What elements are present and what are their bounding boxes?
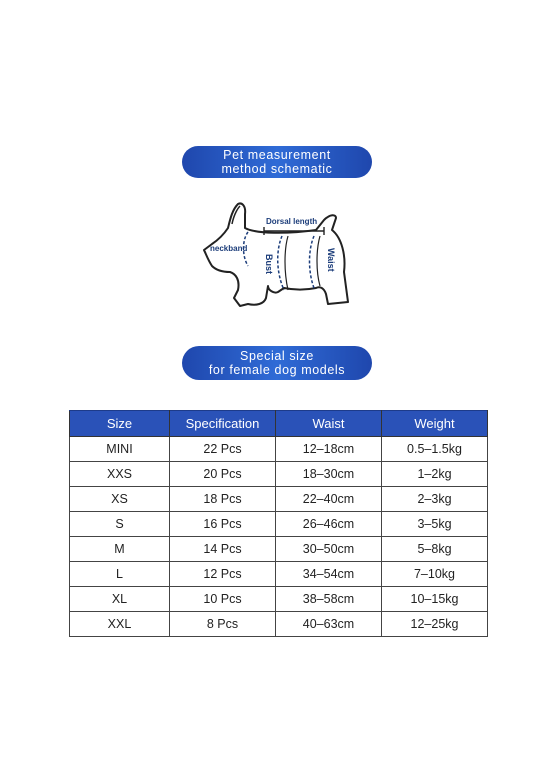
table-row: [70, 512, 488, 537]
header-waist: Waist: [276, 411, 382, 437]
weight-cell: 3–5kg: [382, 512, 488, 537]
neckband-label: neckband: [210, 244, 248, 253]
spec-cell: 16 Pcs: [170, 512, 276, 537]
spec-cell: 8 Pcs: [170, 612, 276, 637]
waist-cell: 26–46cm: [276, 512, 382, 537]
size-cell: MINI: [70, 437, 170, 462]
table-row: [70, 487, 488, 512]
table-row: [70, 612, 488, 637]
weight-cell: 7–10kg: [382, 562, 488, 587]
weight-cell: 10–15kg: [382, 587, 488, 612]
spec-cell: 20 Pcs: [170, 462, 276, 487]
waist-label: Waist: [326, 248, 336, 272]
size-cell: XL: [70, 587, 170, 612]
banner-line-1: Pet measurement: [223, 148, 331, 162]
waist-cell: 38–58cm: [276, 587, 382, 612]
dog-measurement-diagram: [196, 198, 360, 310]
table-row: [70, 437, 488, 462]
weight-cell: 12–25kg: [382, 612, 488, 637]
waist-cell: 40–63cm: [276, 612, 382, 637]
size-cell: XXL: [70, 612, 170, 637]
waist-cell: 34–54cm: [276, 562, 382, 587]
size-cell: XS: [70, 487, 170, 512]
size-chart-table: [69, 410, 488, 637]
dorsal-length-label: Dorsal length: [266, 217, 318, 226]
header-size: Size: [70, 411, 170, 437]
bust-label: Bust: [264, 254, 274, 274]
waist-cell: 12–18cm: [276, 437, 382, 462]
size-cell: S: [70, 512, 170, 537]
size-cell: XXS: [70, 462, 170, 487]
waist-cell: 30–50cm: [276, 537, 382, 562]
table-header-row: [70, 411, 488, 437]
spec-cell: 18 Pcs: [170, 487, 276, 512]
banner-line-2: for female dog models: [208, 363, 346, 377]
table-row: [70, 562, 488, 587]
header-weight: Weight: [382, 411, 488, 437]
weight-cell: 2–3kg: [382, 487, 488, 512]
measurement-method-banner: [182, 146, 372, 178]
weight-cell: 1–2kg: [382, 462, 488, 487]
banner-line-2: method schematic: [221, 162, 333, 176]
weight-cell: 0.5–1.5kg: [382, 437, 488, 462]
banner-line-1: Special size: [240, 349, 314, 363]
header-specification: Specification: [170, 411, 276, 437]
female-dog-sizes-banner: [182, 346, 372, 380]
spec-cell: 12 Pcs: [170, 562, 276, 587]
spec-cell: 14 Pcs: [170, 537, 276, 562]
table-row: [70, 537, 488, 562]
waist-cell: 22–40cm: [276, 487, 382, 512]
table-row: [70, 462, 488, 487]
spec-cell: 22 Pcs: [170, 437, 276, 462]
table-row: [70, 587, 488, 612]
weight-cell: 5–8kg: [382, 537, 488, 562]
waist-cell: 18–30cm: [276, 462, 382, 487]
size-cell: M: [70, 537, 170, 562]
size-cell: L: [70, 562, 170, 587]
spec-cell: 10 Pcs: [170, 587, 276, 612]
